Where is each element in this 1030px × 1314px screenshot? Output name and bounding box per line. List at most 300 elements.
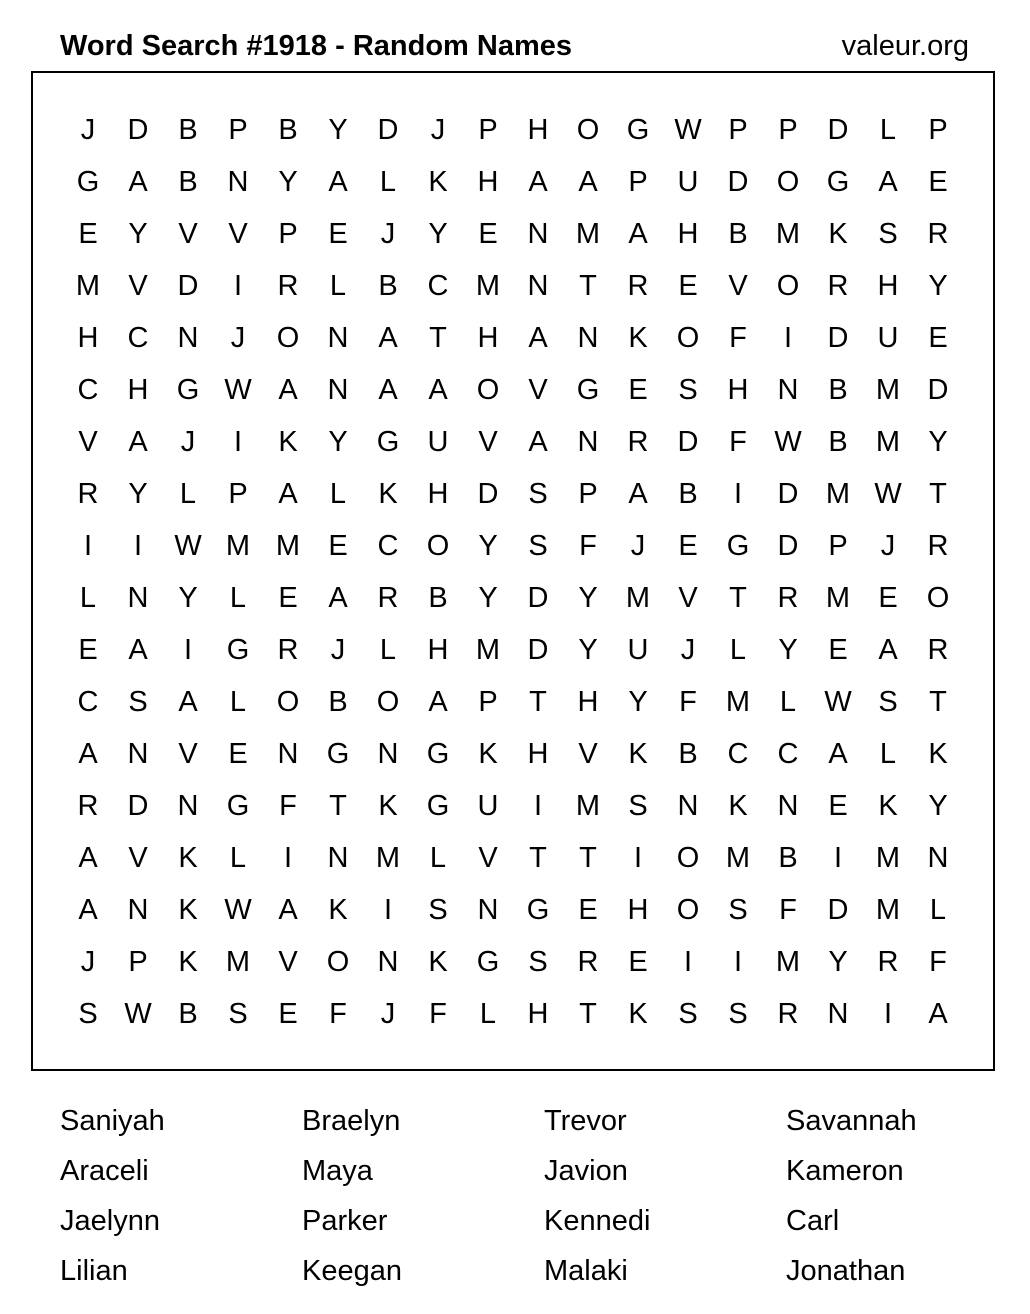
grid-letter[interactable]: K xyxy=(478,738,498,770)
grid-letter[interactable]: G xyxy=(576,374,600,406)
grid-letter[interactable]: F xyxy=(679,686,697,718)
grid-letter[interactable]: G xyxy=(426,790,450,822)
grid-letter[interactable]: U xyxy=(477,790,499,822)
grid-letter[interactable]: M xyxy=(375,842,401,874)
grid-letter[interactable]: K xyxy=(328,894,348,926)
grid-letter[interactable]: O xyxy=(926,582,950,614)
grid-letter[interactable]: S xyxy=(528,478,548,510)
grid-letter[interactable]: K xyxy=(628,738,648,770)
grid-letter[interactable]: O xyxy=(676,842,700,874)
grid-letter[interactable]: K xyxy=(178,894,198,926)
grid-letter[interactable]: T xyxy=(429,322,447,354)
grid-letter[interactable]: B xyxy=(678,738,698,770)
grid-letter[interactable]: A xyxy=(428,374,448,406)
grid-letter[interactable]: M xyxy=(825,582,851,614)
grid-letter[interactable]: W xyxy=(824,686,852,718)
grid-letter[interactable]: T xyxy=(529,686,547,718)
grid-letter[interactable]: F xyxy=(929,946,947,978)
grid-letter[interactable]: K xyxy=(178,946,198,978)
grid-letter[interactable]: O xyxy=(776,270,800,302)
grid-letter[interactable]: E xyxy=(328,218,348,250)
grid-letter[interactable]: G xyxy=(376,426,400,458)
grid-letter[interactable]: I xyxy=(733,478,743,510)
grid-letter[interactable]: L xyxy=(379,634,397,666)
grid-letter[interactable]: B xyxy=(178,166,198,198)
grid-letter[interactable]: F xyxy=(579,530,597,562)
grid-letter[interactable]: H xyxy=(577,686,599,718)
grid-letter[interactable]: A xyxy=(278,478,298,510)
grid-letter[interactable]: M xyxy=(625,582,651,614)
grid-letter[interactable]: E xyxy=(78,634,98,666)
grid-letter[interactable]: A xyxy=(128,166,148,198)
grid-letter[interactable]: V xyxy=(578,738,598,770)
grid-letter[interactable]: P xyxy=(228,114,248,146)
grid-letter[interactable]: B xyxy=(778,842,798,874)
grid-letter[interactable]: H xyxy=(677,218,699,250)
grid-letter[interactable]: L xyxy=(479,998,497,1030)
grid-letter[interactable]: P xyxy=(228,478,248,510)
grid-letter[interactable]: C xyxy=(727,738,749,770)
grid-letter[interactable]: E xyxy=(228,738,248,770)
grid-letter[interactable]: L xyxy=(429,842,447,874)
grid-letter[interactable]: M xyxy=(275,530,301,562)
grid-letter[interactable]: B xyxy=(828,374,848,406)
grid-letter[interactable]: P xyxy=(278,218,298,250)
grid-letter[interactable]: O xyxy=(476,374,500,406)
grid-letter[interactable]: S xyxy=(878,218,898,250)
grid-letter[interactable]: M xyxy=(475,634,501,666)
grid-letter[interactable]: D xyxy=(827,114,849,146)
grid-letter[interactable]: N xyxy=(577,426,599,458)
grid-letter[interactable]: W xyxy=(874,478,902,510)
grid-letter[interactable]: C xyxy=(77,374,99,406)
grid-letter[interactable]: H xyxy=(427,634,449,666)
grid-letter[interactable]: C xyxy=(77,686,99,718)
grid-letter[interactable]: D xyxy=(127,790,149,822)
grid-letter[interactable]: E xyxy=(678,270,698,302)
grid-letter[interactable]: F xyxy=(429,998,447,1030)
grid-letter[interactable]: E xyxy=(78,218,98,250)
grid-letter[interactable]: N xyxy=(227,166,249,198)
grid-letter[interactable]: S xyxy=(728,894,748,926)
grid-letter[interactable]: G xyxy=(426,738,450,770)
grid-letter[interactable]: L xyxy=(229,842,247,874)
grid-letter[interactable]: K xyxy=(878,790,898,822)
grid-letter[interactable]: N xyxy=(327,842,349,874)
grid-letter[interactable]: E xyxy=(628,374,648,406)
grid-letter[interactable]: L xyxy=(329,270,347,302)
grid-letter[interactable]: I xyxy=(383,894,393,926)
grid-letter[interactable]: B xyxy=(178,998,198,1030)
grid-letter[interactable]: L xyxy=(229,686,247,718)
grid-letter[interactable]: O xyxy=(276,686,300,718)
grid-letter[interactable]: S xyxy=(878,686,898,718)
grid-letter[interactable]: E xyxy=(928,166,948,198)
grid-letter[interactable]: M xyxy=(75,270,101,302)
grid-letter[interactable]: P xyxy=(578,478,598,510)
grid-letter[interactable]: P xyxy=(778,114,798,146)
grid-letter[interactable]: M xyxy=(475,270,501,302)
grid-letter[interactable]: U xyxy=(427,426,449,458)
grid-letter[interactable]: G xyxy=(226,790,250,822)
grid-letter[interactable]: S xyxy=(628,790,648,822)
grid-letter[interactable]: H xyxy=(127,374,149,406)
grid-letter[interactable]: R xyxy=(627,426,649,458)
grid-letter[interactable]: R xyxy=(777,998,799,1030)
grid-letter[interactable]: R xyxy=(927,218,949,250)
grid-letter[interactable]: L xyxy=(179,478,197,510)
grid-letter[interactable]: A xyxy=(628,478,648,510)
grid-letter[interactable]: D xyxy=(777,478,799,510)
grid-letter[interactable]: N xyxy=(177,790,199,822)
grid-letter[interactable]: S xyxy=(428,894,448,926)
grid-letter[interactable]: A xyxy=(378,374,398,406)
grid-letter[interactable]: M xyxy=(775,218,801,250)
grid-letter[interactable]: I xyxy=(183,634,193,666)
grid-letter[interactable]: N xyxy=(577,322,599,354)
grid-letter[interactable]: R xyxy=(627,270,649,302)
grid-letter[interactable]: N xyxy=(527,270,549,302)
grid-letter[interactable]: W xyxy=(174,530,202,562)
grid-letter[interactable]: V xyxy=(278,946,298,978)
grid-letter[interactable]: V xyxy=(128,842,148,874)
grid-letter[interactable]: M xyxy=(575,790,601,822)
grid-letter[interactable]: P xyxy=(478,114,498,146)
grid-letter[interactable]: W xyxy=(224,894,252,926)
grid-letter[interactable]: R xyxy=(377,582,399,614)
grid-letter[interactable]: Y xyxy=(128,218,148,250)
grid-letter[interactable]: V xyxy=(178,738,198,770)
grid-letter[interactable]: J xyxy=(880,530,896,562)
grid-letter[interactable]: A xyxy=(278,894,298,926)
grid-letter[interactable]: D xyxy=(777,530,799,562)
grid-letter[interactable]: D xyxy=(827,894,849,926)
grid-letter[interactable]: B xyxy=(378,270,398,302)
grid-letter[interactable]: I xyxy=(783,322,793,354)
grid-letter[interactable]: G xyxy=(226,634,250,666)
grid-letter[interactable]: H xyxy=(427,478,449,510)
grid-letter[interactable]: M xyxy=(725,686,751,718)
grid-letter[interactable]: V xyxy=(228,218,248,250)
grid-letter[interactable]: W xyxy=(774,426,802,458)
grid-letter[interactable]: K xyxy=(628,998,648,1030)
grid-letter[interactable]: A xyxy=(278,374,298,406)
grid-letter[interactable]: K xyxy=(378,790,398,822)
grid-letter[interactable]: A xyxy=(628,218,648,250)
grid-letter[interactable]: V xyxy=(128,270,148,302)
grid-letter[interactable]: E xyxy=(928,322,948,354)
grid-letter[interactable]: L xyxy=(379,166,397,198)
grid-letter[interactable]: E xyxy=(328,530,348,562)
grid-letter[interactable]: R xyxy=(577,946,599,978)
grid-letter[interactable]: L xyxy=(229,582,247,614)
grid-letter[interactable]: S xyxy=(678,374,698,406)
grid-letter[interactable]: I xyxy=(833,842,843,874)
grid-letter[interactable]: N xyxy=(327,374,349,406)
grid-letter[interactable]: Y xyxy=(328,114,348,146)
grid-letter[interactable]: D xyxy=(377,114,399,146)
grid-letter[interactable]: K xyxy=(928,738,948,770)
grid-letter[interactable]: K xyxy=(278,426,298,458)
grid-letter[interactable]: R xyxy=(777,582,799,614)
grid-letter[interactable]: T xyxy=(579,270,597,302)
grid-letter[interactable]: O xyxy=(376,686,400,718)
grid-letter[interactable]: F xyxy=(779,894,797,926)
grid-letter[interactable]: A xyxy=(878,166,898,198)
grid-letter[interactable]: M xyxy=(875,894,901,926)
grid-letter[interactable]: T xyxy=(729,582,747,614)
grid-letter[interactable]: W xyxy=(224,374,252,406)
grid-letter[interactable]: O xyxy=(676,894,700,926)
grid-letter[interactable]: G xyxy=(476,946,500,978)
grid-letter[interactable]: T xyxy=(929,686,947,718)
grid-letter[interactable]: C xyxy=(377,530,399,562)
grid-letter[interactable]: I xyxy=(83,530,93,562)
grid-letter[interactable]: N xyxy=(127,738,149,770)
grid-letter[interactable]: U xyxy=(877,322,899,354)
grid-letter[interactable]: P xyxy=(478,686,498,718)
grid-letter[interactable]: V xyxy=(678,582,698,614)
grid-letter[interactable]: S xyxy=(728,998,748,1030)
grid-letter[interactable]: I xyxy=(233,426,243,458)
grid-letter[interactable]: G xyxy=(526,894,550,926)
grid-letter[interactable]: N xyxy=(777,790,799,822)
grid-letter[interactable]: V xyxy=(78,426,98,458)
grid-letter[interactable]: D xyxy=(477,478,499,510)
grid-letter[interactable]: N xyxy=(277,738,299,770)
grid-letter[interactable]: N xyxy=(127,582,149,614)
grid-letter[interactable]: Y xyxy=(928,790,948,822)
grid-letter[interactable]: F xyxy=(729,322,747,354)
grid-letter[interactable]: S xyxy=(528,946,548,978)
grid-letter[interactable]: L xyxy=(879,114,897,146)
grid-letter[interactable]: D xyxy=(527,582,549,614)
grid-letter[interactable]: T xyxy=(929,478,947,510)
grid-letter[interactable]: A xyxy=(528,426,548,458)
grid-letter[interactable]: I xyxy=(683,946,693,978)
grid-letter[interactable]: H xyxy=(527,114,549,146)
grid-letter[interactable]: M xyxy=(225,530,251,562)
grid-letter[interactable]: O xyxy=(576,114,600,146)
grid-letter[interactable]: H xyxy=(527,998,549,1030)
grid-letter[interactable]: K xyxy=(428,946,448,978)
grid-letter[interactable]: R xyxy=(827,270,849,302)
grid-letter[interactable]: Y xyxy=(328,426,348,458)
grid-letter[interactable]: I xyxy=(733,946,743,978)
grid-letter[interactable]: N xyxy=(377,946,399,978)
grid-letter[interactable]: K xyxy=(178,842,198,874)
grid-letter[interactable]: Y xyxy=(578,634,598,666)
grid-letter[interactable]: A xyxy=(828,738,848,770)
grid-letter[interactable]: N xyxy=(927,842,949,874)
grid-letter[interactable]: B xyxy=(828,426,848,458)
grid-letter[interactable]: J xyxy=(380,998,396,1030)
grid-letter[interactable]: D xyxy=(527,634,549,666)
grid-letter[interactable]: N xyxy=(327,322,349,354)
grid-letter[interactable]: R xyxy=(927,634,949,666)
grid-letter[interactable]: N xyxy=(177,322,199,354)
grid-letter[interactable]: B xyxy=(678,478,698,510)
grid-letter[interactable]: C xyxy=(127,322,149,354)
grid-letter[interactable]: R xyxy=(877,946,899,978)
grid-letter[interactable]: R xyxy=(927,530,949,562)
grid-letter[interactable]: I xyxy=(633,842,643,874)
grid-letter[interactable]: J xyxy=(180,426,196,458)
grid-letter[interactable]: J xyxy=(680,634,696,666)
grid-letter[interactable]: I xyxy=(533,790,543,822)
grid-letter[interactable]: E xyxy=(828,634,848,666)
grid-letter[interactable]: P xyxy=(128,946,148,978)
grid-letter[interactable]: F xyxy=(729,426,747,458)
grid-letter[interactable]: B xyxy=(328,686,348,718)
grid-letter[interactable]: N xyxy=(527,218,549,250)
grid-letter[interactable]: V xyxy=(178,218,198,250)
grid-letter[interactable]: F xyxy=(329,998,347,1030)
grid-letter[interactable]: V xyxy=(478,426,498,458)
grid-letter[interactable]: H xyxy=(77,322,99,354)
grid-letter[interactable]: I xyxy=(883,998,893,1030)
grid-letter[interactable]: H xyxy=(527,738,549,770)
grid-letter[interactable]: M xyxy=(875,842,901,874)
grid-letter[interactable]: J xyxy=(230,322,246,354)
grid-letter[interactable]: A xyxy=(328,166,348,198)
grid-letter[interactable]: H xyxy=(477,166,499,198)
grid-letter[interactable]: B xyxy=(728,218,748,250)
grid-letter[interactable]: C xyxy=(777,738,799,770)
grid-letter[interactable]: Y xyxy=(478,582,498,614)
grid-letter[interactable]: H xyxy=(877,270,899,302)
grid-letter[interactable]: G xyxy=(176,374,200,406)
grid-letter[interactable]: Y xyxy=(628,686,648,718)
grid-letter[interactable]: B xyxy=(178,114,198,146)
grid-letter[interactable]: O xyxy=(776,166,800,198)
grid-letter[interactable]: O xyxy=(326,946,350,978)
grid-letter[interactable]: M xyxy=(575,218,601,250)
grid-letter[interactable]: A xyxy=(128,634,148,666)
grid-letter[interactable]: W xyxy=(124,998,152,1030)
grid-letter[interactable]: E xyxy=(278,582,298,614)
grid-letter[interactable]: P xyxy=(828,530,848,562)
grid-letter[interactable]: A xyxy=(78,738,98,770)
grid-letter[interactable]: H xyxy=(727,374,749,406)
grid-letter[interactable]: U xyxy=(677,166,699,198)
grid-letter[interactable]: A xyxy=(528,322,548,354)
grid-letter[interactable]: E xyxy=(478,218,498,250)
grid-letter[interactable]: A xyxy=(328,582,348,614)
grid-letter[interactable]: T xyxy=(579,842,597,874)
grid-letter[interactable]: T xyxy=(529,842,547,874)
grid-letter[interactable]: Y xyxy=(278,166,298,198)
grid-letter[interactable]: J xyxy=(430,114,446,146)
grid-letter[interactable]: S xyxy=(78,998,98,1030)
grid-letter[interactable]: D xyxy=(827,322,849,354)
grid-letter[interactable]: A xyxy=(128,426,148,458)
grid-letter[interactable]: G xyxy=(326,738,350,770)
grid-letter[interactable]: R xyxy=(77,478,99,510)
grid-letter[interactable]: Y xyxy=(828,946,848,978)
grid-letter[interactable]: N xyxy=(677,790,699,822)
grid-letter[interactable]: A xyxy=(78,894,98,926)
grid-letter[interactable]: R xyxy=(277,634,299,666)
grid-letter[interactable]: E xyxy=(878,582,898,614)
grid-letter[interactable]: Y xyxy=(578,582,598,614)
grid-letter[interactable]: L xyxy=(79,582,97,614)
grid-letter[interactable]: U xyxy=(627,634,649,666)
grid-letter[interactable]: P xyxy=(728,114,748,146)
grid-letter[interactable]: L xyxy=(329,478,347,510)
grid-letter[interactable]: K xyxy=(828,218,848,250)
grid-letter[interactable]: H xyxy=(477,322,499,354)
grid-letter[interactable]: A xyxy=(878,634,898,666)
grid-letter[interactable]: Y xyxy=(428,218,448,250)
grid-letter[interactable]: E xyxy=(678,530,698,562)
grid-letter[interactable]: M xyxy=(775,946,801,978)
grid-letter[interactable]: N xyxy=(477,894,499,926)
grid-letter[interactable]: I xyxy=(233,270,243,302)
grid-letter[interactable]: A xyxy=(378,322,398,354)
grid-letter[interactable]: A xyxy=(578,166,598,198)
grid-letter[interactable]: J xyxy=(330,634,346,666)
grid-letter[interactable]: V xyxy=(728,270,748,302)
grid-letter[interactable]: Y xyxy=(778,634,798,666)
grid-letter[interactable]: E xyxy=(578,894,598,926)
grid-letter[interactable]: Y xyxy=(928,426,948,458)
grid-letter[interactable]: K xyxy=(428,166,448,198)
grid-letter[interactable]: F xyxy=(279,790,297,822)
grid-letter[interactable]: H xyxy=(627,894,649,926)
grid-letter[interactable]: K xyxy=(628,322,648,354)
grid-letter[interactable]: K xyxy=(728,790,748,822)
grid-letter[interactable]: B xyxy=(278,114,298,146)
grid-letter[interactable]: A xyxy=(78,842,98,874)
grid-letter[interactable]: P xyxy=(628,166,648,198)
grid-letter[interactable]: B xyxy=(428,582,448,614)
grid-letter[interactable]: M xyxy=(825,478,851,510)
grid-letter[interactable]: D xyxy=(677,426,699,458)
grid-letter[interactable]: D xyxy=(177,270,199,302)
grid-letter[interactable]: R xyxy=(277,270,299,302)
grid-letter[interactable]: D xyxy=(927,374,949,406)
grid-letter[interactable]: Y xyxy=(128,478,148,510)
grid-letter[interactable]: L xyxy=(879,738,897,770)
grid-letter[interactable]: M xyxy=(875,374,901,406)
grid-letter[interactable]: J xyxy=(80,946,96,978)
grid-letter[interactable]: G xyxy=(626,114,650,146)
grid-letter[interactable]: G xyxy=(826,166,850,198)
grid-letter[interactable]: G xyxy=(76,166,100,198)
grid-letter[interactable]: N xyxy=(777,374,799,406)
grid-letter[interactable]: V xyxy=(478,842,498,874)
grid-letter[interactable]: T xyxy=(579,998,597,1030)
grid-letter[interactable]: S xyxy=(128,686,148,718)
grid-letter[interactable]: V xyxy=(528,374,548,406)
grid-letter[interactable]: J xyxy=(380,218,396,250)
grid-letter[interactable]: Y xyxy=(178,582,198,614)
grid-letter[interactable]: C xyxy=(427,270,449,302)
grid-letter[interactable]: E xyxy=(828,790,848,822)
grid-letter[interactable]: O xyxy=(426,530,450,562)
grid-letter[interactable]: L xyxy=(729,634,747,666)
grid-letter[interactable]: A xyxy=(528,166,548,198)
grid-letter[interactable]: I xyxy=(283,842,293,874)
grid-letter[interactable]: P xyxy=(928,114,948,146)
grid-letter[interactable]: R xyxy=(77,790,99,822)
grid-letter[interactable]: D xyxy=(127,114,149,146)
grid-letter[interactable]: A xyxy=(428,686,448,718)
grid-letter[interactable]: N xyxy=(377,738,399,770)
grid-letter[interactable]: D xyxy=(727,166,749,198)
grid-letter[interactable]: G xyxy=(726,530,750,562)
